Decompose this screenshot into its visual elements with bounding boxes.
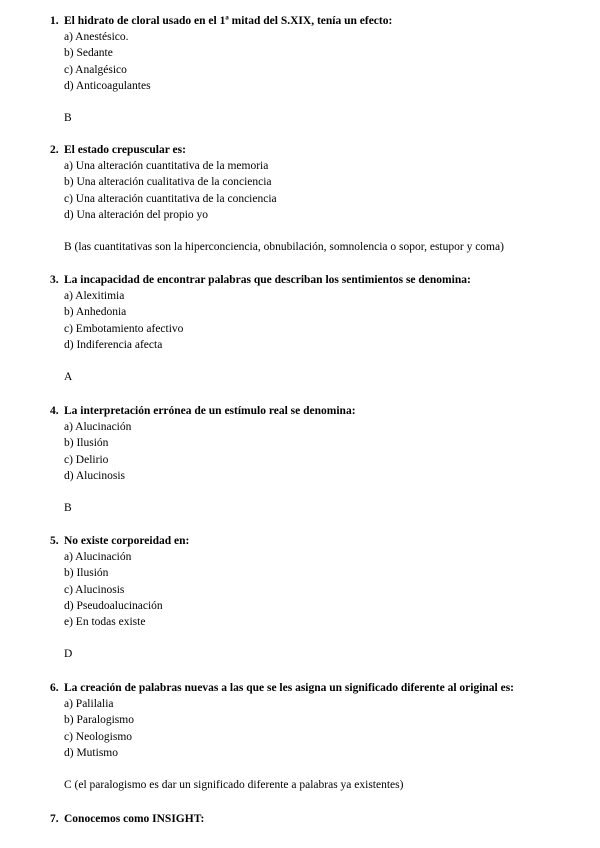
options-list (64, 549, 570, 630)
question-text: La incapacidad de encontrar palabras que describan los sentimientos se denomina: (64, 274, 471, 286)
question-number: 1. (50, 15, 59, 27)
question-text: No existe corporeidad en: (64, 535, 190, 547)
option-a: a) Alucinación (64, 421, 132, 433)
option-b: b) Una alteración cualitativa de la conciencia (64, 176, 272, 189)
option-c: c) Delirio (64, 453, 109, 466)
question-title (50, 13, 570, 29)
option-c: c) Una alteración cuantitativa de la conciencia (64, 192, 277, 205)
question-5 (50, 533, 570, 662)
option-c: c) Analgésico (64, 63, 127, 76)
question-6 (50, 680, 570, 793)
option-e: e) En todas existe (64, 616, 146, 629)
answer: B (64, 112, 72, 125)
question-7 (50, 811, 570, 827)
question-3 (50, 272, 570, 385)
option-a: a) Una alteración cuantitativa de la memoria (64, 160, 269, 172)
question-number: 2. (50, 144, 59, 156)
question-2 (50, 142, 570, 255)
question-4 (50, 403, 570, 516)
option-b: b) Anhedonia (64, 306, 127, 319)
question-number: 4. (50, 405, 59, 417)
option-d: d) Una alteración del propio yo (64, 208, 209, 221)
question-number: 3. (50, 274, 59, 286)
option-a: a) Anestésico. (64, 31, 129, 43)
option-a: a) Palilalia (64, 698, 114, 710)
question-text: La interpretación errónea de un estímulo real se denomina: (64, 405, 356, 417)
answer: A (64, 371, 73, 384)
question-number: 5. (50, 535, 59, 547)
option-d: d) Anticoagulantes (64, 79, 151, 92)
question-title (50, 680, 570, 696)
option-b: b) Ilusión (64, 567, 109, 580)
option-d: d) Pseudoalucinación (64, 599, 163, 612)
question-title (50, 533, 570, 549)
question-number: 7. (50, 813, 59, 825)
option-b: b) Paralogismo (64, 714, 134, 727)
answer: B (las cuantitativas son la hiperconciencia, obnubilación, somnolencia o sopor, estupor y coma) (64, 241, 504, 254)
options-list (64, 158, 570, 223)
question-title (50, 142, 570, 158)
option-d: d) Mutismo (64, 746, 118, 759)
options-list (64, 419, 570, 484)
question-title (50, 272, 570, 288)
question-1 (50, 13, 570, 126)
option-c: c) Neologismo (64, 730, 133, 743)
option-b: b) Sedante (64, 47, 113, 60)
question-title (50, 811, 570, 827)
answer: B (64, 502, 72, 515)
options-list (64, 288, 570, 353)
answer: C (el paralogismo es dar un significado diferente a palabras ya existentes) (64, 779, 404, 792)
option-a: a) Alucinación (64, 551, 132, 563)
option-b: b) Ilusión (64, 437, 109, 450)
question-text: La creación de palabras nuevas a las que se les asigna un significado diferente al original es: (64, 682, 515, 694)
question-text: El estado crepuscular es: (64, 144, 186, 156)
question-text: El hidrato de cloral usado en el 1ª mitad del S.XIX, tenía un efecto: (64, 15, 393, 27)
question-number: 6. (50, 682, 59, 694)
options-list (64, 696, 570, 761)
question-title (50, 403, 570, 419)
option-a: a) Alexitimia (64, 290, 125, 302)
options-list (64, 29, 570, 94)
option-c: c) Embotamiento afectivo (64, 322, 184, 335)
option-c: c) Alucinosis (64, 583, 125, 596)
answer: D (64, 648, 73, 661)
option-d: d) Indiferencia afecta (64, 338, 163, 351)
question-text: Conocemos como INSIGHT: (64, 813, 205, 825)
option-d: d) Alucinosis (64, 469, 126, 482)
